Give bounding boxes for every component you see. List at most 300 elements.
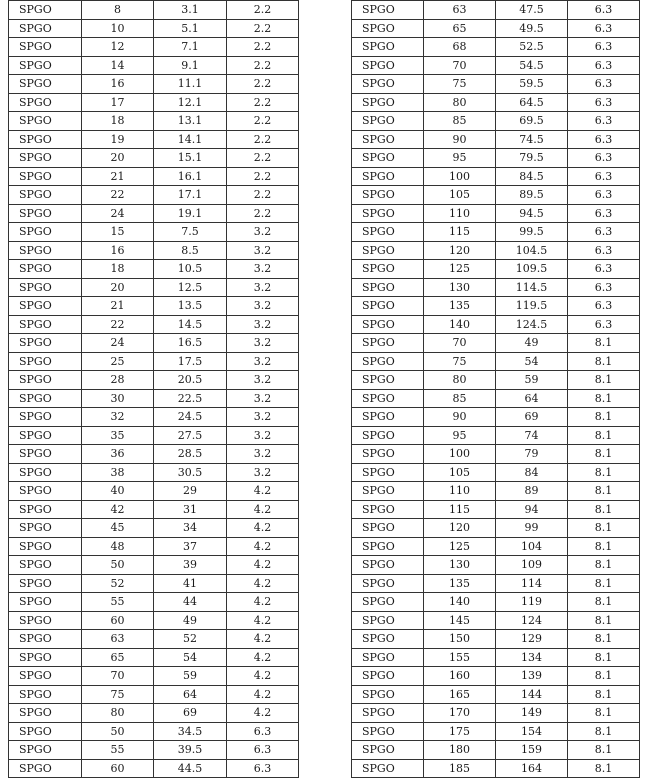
value-b-cell: 99 [496,519,568,538]
table-row [9,482,299,501]
part-code-cell: SPGO [352,519,424,538]
value-c-cell: 4.2 [227,500,299,519]
part-code-cell: SPGO [352,389,424,408]
table-row [352,260,640,279]
part-code-cell: SPGO [352,56,424,75]
value-b-cell: 16.1 [154,167,227,186]
value-b-cell: 69.5 [496,112,568,131]
part-code-cell: SPGO [9,426,82,445]
value-a-cell: 85 [424,389,496,408]
table-row [9,408,299,427]
table-row [352,19,640,38]
part-code-cell: SPGO [9,167,82,186]
value-c-cell: 6.3 [227,741,299,760]
table-row [9,722,299,741]
value-c-cell: 4.2 [227,482,299,501]
value-b-cell: 17.5 [154,352,227,371]
table-row [9,241,299,260]
value-c-cell: 3.2 [227,278,299,297]
value-a-cell: 145 [424,611,496,630]
value-c-cell: 8.1 [568,759,640,778]
value-b-cell: 54 [154,648,227,667]
part-code-cell: SPGO [352,500,424,519]
part-code-cell: SPGO [352,704,424,723]
value-c-cell: 8.1 [568,648,640,667]
value-c-cell: 4.2 [227,685,299,704]
value-c-cell: 8.1 [568,556,640,575]
part-code-cell: SPGO [352,315,424,334]
table-row [9,334,299,353]
value-c-cell: 6.3 [568,149,640,168]
value-a-cell: 85 [424,112,496,131]
table-row [352,759,640,778]
table-row [352,112,640,131]
value-a-cell: 55 [82,741,154,760]
part-code-cell: SPGO [9,574,82,593]
part-code-cell: SPGO [9,445,82,464]
part-code-cell: SPGO [352,556,424,575]
value-c-cell: 2.2 [227,1,299,20]
table-row [352,704,640,723]
table-row [352,426,640,445]
part-code-cell: SPGO [352,537,424,556]
table-row [352,130,640,149]
value-a-cell: 63 [82,630,154,649]
part-code-cell: SPGO [9,593,82,612]
value-c-cell: 2.2 [227,75,299,94]
value-c-cell: 6.3 [568,93,640,112]
table-row [9,260,299,279]
value-c-cell: 4.2 [227,667,299,686]
value-b-cell: 39 [154,556,227,575]
table-row [9,315,299,334]
table-row [352,537,640,556]
part-code-cell: SPGO [9,130,82,149]
table-row [9,704,299,723]
value-b-cell: 114 [496,574,568,593]
value-c-cell: 8.1 [568,537,640,556]
value-b-cell: 49 [496,334,568,353]
value-b-cell: 13.1 [154,112,227,131]
table-row [9,371,299,390]
table-row [9,741,299,760]
table-row [9,56,299,75]
table-row [352,611,640,630]
value-c-cell: 2.2 [227,19,299,38]
value-c-cell: 6.3 [568,1,640,20]
value-a-cell: 22 [82,315,154,334]
value-a-cell: 63 [424,1,496,20]
value-b-cell: 14.5 [154,315,227,334]
value-c-cell: 6.3 [568,112,640,131]
table-row [9,75,299,94]
value-c-cell: 3.2 [227,445,299,464]
table-row [352,371,640,390]
table-row [9,1,299,20]
value-b-cell: 44 [154,593,227,612]
value-c-cell: 8.1 [568,482,640,501]
part-code-cell: SPGO [9,667,82,686]
value-a-cell: 120 [424,241,496,260]
value-a-cell: 50 [82,722,154,741]
value-a-cell: 18 [82,260,154,279]
part-code-cell: SPGO [9,93,82,112]
table-row [9,593,299,612]
part-code-cell: SPGO [9,352,82,371]
value-a-cell: 12 [82,38,154,57]
part-code-cell: SPGO [352,741,424,760]
part-code-cell: SPGO [9,389,82,408]
value-a-cell: 21 [82,167,154,186]
value-c-cell: 6.3 [568,167,640,186]
value-b-cell: 17.1 [154,186,227,205]
value-b-cell: 7.5 [154,223,227,242]
value-b-cell: 29 [154,482,227,501]
value-a-cell: 20 [82,278,154,297]
part-code-cell: SPGO [9,537,82,556]
value-b-cell: 134 [496,648,568,667]
part-code-cell: SPGO [9,112,82,131]
value-c-cell: 3.2 [227,389,299,408]
value-a-cell: 25 [82,352,154,371]
table-row [352,334,640,353]
table-row [352,482,640,501]
value-b-cell: 12.5 [154,278,227,297]
value-c-cell: 8.1 [568,611,640,630]
part-code-cell: SPGO [352,463,424,482]
part-code-cell: SPGO [352,186,424,205]
part-code-cell: SPGO [9,648,82,667]
value-b-cell: 34 [154,519,227,538]
value-c-cell: 8.1 [568,463,640,482]
part-code-cell: SPGO [352,722,424,741]
value-a-cell: 70 [424,334,496,353]
value-c-cell: 6.3 [568,130,640,149]
table-row [9,537,299,556]
part-code-cell: SPGO [352,241,424,260]
value-c-cell: 4.2 [227,630,299,649]
value-c-cell: 3.2 [227,260,299,279]
value-c-cell: 6.3 [227,722,299,741]
value-b-cell: 64.5 [496,93,568,112]
value-c-cell: 3.2 [227,223,299,242]
value-b-cell: 149 [496,704,568,723]
value-a-cell: 19 [82,130,154,149]
part-code-cell: SPGO [9,408,82,427]
value-b-cell: 69 [154,704,227,723]
value-a-cell: 70 [424,56,496,75]
value-a-cell: 75 [424,352,496,371]
table-row [352,445,640,464]
table-row [9,463,299,482]
value-a-cell: 135 [424,574,496,593]
part-code-cell: SPGO [352,260,424,279]
part-code-cell: SPGO [9,315,82,334]
value-a-cell: 105 [424,463,496,482]
value-a-cell: 175 [424,722,496,741]
value-b-cell: 41 [154,574,227,593]
value-b-cell: 44.5 [154,759,227,778]
value-c-cell: 6.3 [568,297,640,316]
value-a-cell: 22 [82,186,154,205]
value-c-cell: 8.1 [568,426,640,445]
value-b-cell: 54 [496,352,568,371]
table-row [352,93,640,112]
value-b-cell: 24.5 [154,408,227,427]
part-code-cell: SPGO [352,426,424,445]
value-a-cell: 36 [82,445,154,464]
value-a-cell: 21 [82,297,154,316]
value-a-cell: 70 [82,667,154,686]
part-code-cell: SPGO [9,1,82,20]
value-a-cell: 52 [82,574,154,593]
value-b-cell: 59.5 [496,75,568,94]
value-a-cell: 24 [82,334,154,353]
value-c-cell: 2.2 [227,93,299,112]
value-b-cell: 144 [496,685,568,704]
value-b-cell: 28.5 [154,445,227,464]
table-row [9,611,299,630]
table-row [352,297,640,316]
value-b-cell: 49 [154,611,227,630]
value-b-cell: 124.5 [496,315,568,334]
table-row [352,1,640,20]
part-code-cell: SPGO [352,130,424,149]
value-a-cell: 115 [424,223,496,242]
value-b-cell: 94.5 [496,204,568,223]
value-c-cell: 3.2 [227,426,299,445]
part-code-cell: SPGO [352,371,424,390]
value-c-cell: 2.2 [227,112,299,131]
value-a-cell: 135 [424,297,496,316]
value-c-cell: 2.2 [227,167,299,186]
value-b-cell: 139 [496,667,568,686]
value-a-cell: 90 [424,130,496,149]
value-b-cell: 34.5 [154,722,227,741]
table-row [352,574,640,593]
part-code-cell: SPGO [9,685,82,704]
value-b-cell: 13.5 [154,297,227,316]
part-code-cell: SPGO [9,56,82,75]
value-b-cell: 109 [496,556,568,575]
value-b-cell: 9.1 [154,56,227,75]
value-b-cell: 5.1 [154,19,227,38]
value-b-cell: 59 [154,667,227,686]
table-row [352,75,640,94]
value-a-cell: 65 [82,648,154,667]
value-c-cell: 3.2 [227,352,299,371]
value-a-cell: 90 [424,408,496,427]
value-a-cell: 16 [82,75,154,94]
value-c-cell: 8.1 [568,593,640,612]
value-c-cell: 8.1 [568,352,640,371]
table-row [9,278,299,297]
value-a-cell: 35 [82,426,154,445]
value-c-cell: 3.2 [227,408,299,427]
value-b-cell: 27.5 [154,426,227,445]
value-b-cell: 15.1 [154,149,227,168]
value-c-cell: 8.1 [568,445,640,464]
table-row [352,149,640,168]
value-b-cell: 47.5 [496,1,568,20]
value-a-cell: 80 [424,371,496,390]
part-code-cell: SPGO [352,611,424,630]
value-a-cell: 155 [424,648,496,667]
value-c-cell: 8.1 [568,574,640,593]
part-code-cell: SPGO [9,630,82,649]
value-b-cell: 64 [154,685,227,704]
value-a-cell: 180 [424,741,496,760]
part-code-cell: SPGO [9,759,82,778]
table-row [352,463,640,482]
value-c-cell: 6.3 [568,278,640,297]
part-code-cell: SPGO [352,482,424,501]
value-a-cell: 150 [424,630,496,649]
part-code-cell: SPGO [352,297,424,316]
value-c-cell: 6.3 [568,241,640,260]
table-row [9,519,299,538]
part-code-cell: SPGO [9,741,82,760]
value-a-cell: 30 [82,389,154,408]
value-c-cell: 8.1 [568,722,640,741]
table-row [352,741,640,760]
value-c-cell: 8.1 [568,704,640,723]
value-b-cell: 114.5 [496,278,568,297]
value-c-cell: 3.2 [227,315,299,334]
value-c-cell: 4.2 [227,704,299,723]
table-row [352,685,640,704]
value-b-cell: 52 [154,630,227,649]
value-b-cell: 89.5 [496,186,568,205]
part-code-cell: SPGO [352,445,424,464]
part-code-cell: SPGO [9,204,82,223]
value-b-cell: 99.5 [496,223,568,242]
table-row [352,667,640,686]
value-a-cell: 65 [424,19,496,38]
value-c-cell: 4.2 [227,648,299,667]
table-row [9,426,299,445]
part-code-cell: SPGO [9,556,82,575]
table-row [9,685,299,704]
table-row [352,556,640,575]
value-b-cell: 59 [496,371,568,390]
part-code-cell: SPGO [9,611,82,630]
value-c-cell: 3.2 [227,334,299,353]
table-row [9,204,299,223]
value-b-cell: 37 [154,537,227,556]
part-code-cell: SPGO [9,371,82,390]
value-b-cell: 10.5 [154,260,227,279]
part-code-cell: SPGO [9,297,82,316]
table-row [352,408,640,427]
value-c-cell: 8.1 [568,685,640,704]
table-row [9,759,299,778]
value-c-cell: 6.3 [568,19,640,38]
value-b-cell: 8.5 [154,241,227,260]
value-a-cell: 105 [424,186,496,205]
value-a-cell: 24 [82,204,154,223]
value-c-cell: 4.2 [227,537,299,556]
value-b-cell: 159 [496,741,568,760]
value-b-cell: 52.5 [496,38,568,57]
part-code-cell: SPGO [352,167,424,186]
value-a-cell: 15 [82,223,154,242]
value-c-cell: 3.2 [227,463,299,482]
value-a-cell: 10 [82,19,154,38]
part-code-cell: SPGO [9,260,82,279]
part-code-cell: SPGO [352,408,424,427]
table-row [352,519,640,538]
right-spec-table-body [352,1,640,778]
table-row [9,93,299,112]
value-a-cell: 165 [424,685,496,704]
table-row [9,445,299,464]
value-a-cell: 45 [82,519,154,538]
part-code-cell: SPGO [352,352,424,371]
value-b-cell: 3.1 [154,1,227,20]
table-row [352,722,640,741]
table-row [352,352,640,371]
table-row [9,149,299,168]
value-b-cell: 39.5 [154,741,227,760]
value-b-cell: 31 [154,500,227,519]
part-code-cell: SPGO [352,93,424,112]
value-b-cell: 119.5 [496,297,568,316]
table-row [9,556,299,575]
value-a-cell: 100 [424,167,496,186]
value-c-cell: 8.1 [568,741,640,760]
value-a-cell: 8 [82,1,154,20]
value-b-cell: 7.1 [154,38,227,57]
value-a-cell: 60 [82,611,154,630]
table-row [352,167,640,186]
value-b-cell: 22.5 [154,389,227,408]
table-row [352,223,640,242]
value-b-cell: 16.5 [154,334,227,353]
value-a-cell: 110 [424,482,496,501]
part-code-cell: SPGO [9,704,82,723]
value-b-cell: 20.5 [154,371,227,390]
table-row [352,648,640,667]
table-row [352,315,640,334]
value-b-cell: 119 [496,593,568,612]
value-b-cell: 74.5 [496,130,568,149]
table-row [9,297,299,316]
value-a-cell: 110 [424,204,496,223]
value-b-cell: 30.5 [154,463,227,482]
value-c-cell: 8.1 [568,667,640,686]
part-code-cell: SPGO [352,667,424,686]
part-code-cell: SPGO [9,149,82,168]
left-spec-table [8,0,299,778]
value-c-cell: 6.3 [568,75,640,94]
value-b-cell: 124 [496,611,568,630]
part-code-cell: SPGO [352,223,424,242]
table-row [352,500,640,519]
table-row [9,630,299,649]
value-c-cell: 4.2 [227,556,299,575]
part-code-cell: SPGO [9,75,82,94]
value-b-cell: 64 [496,389,568,408]
part-code-cell: SPGO [9,463,82,482]
part-code-cell: SPGO [352,334,424,353]
value-b-cell: 79.5 [496,149,568,168]
value-a-cell: 95 [424,426,496,445]
value-c-cell: 8.1 [568,500,640,519]
part-code-cell: SPGO [9,223,82,242]
value-b-cell: 104 [496,537,568,556]
table-row [9,574,299,593]
